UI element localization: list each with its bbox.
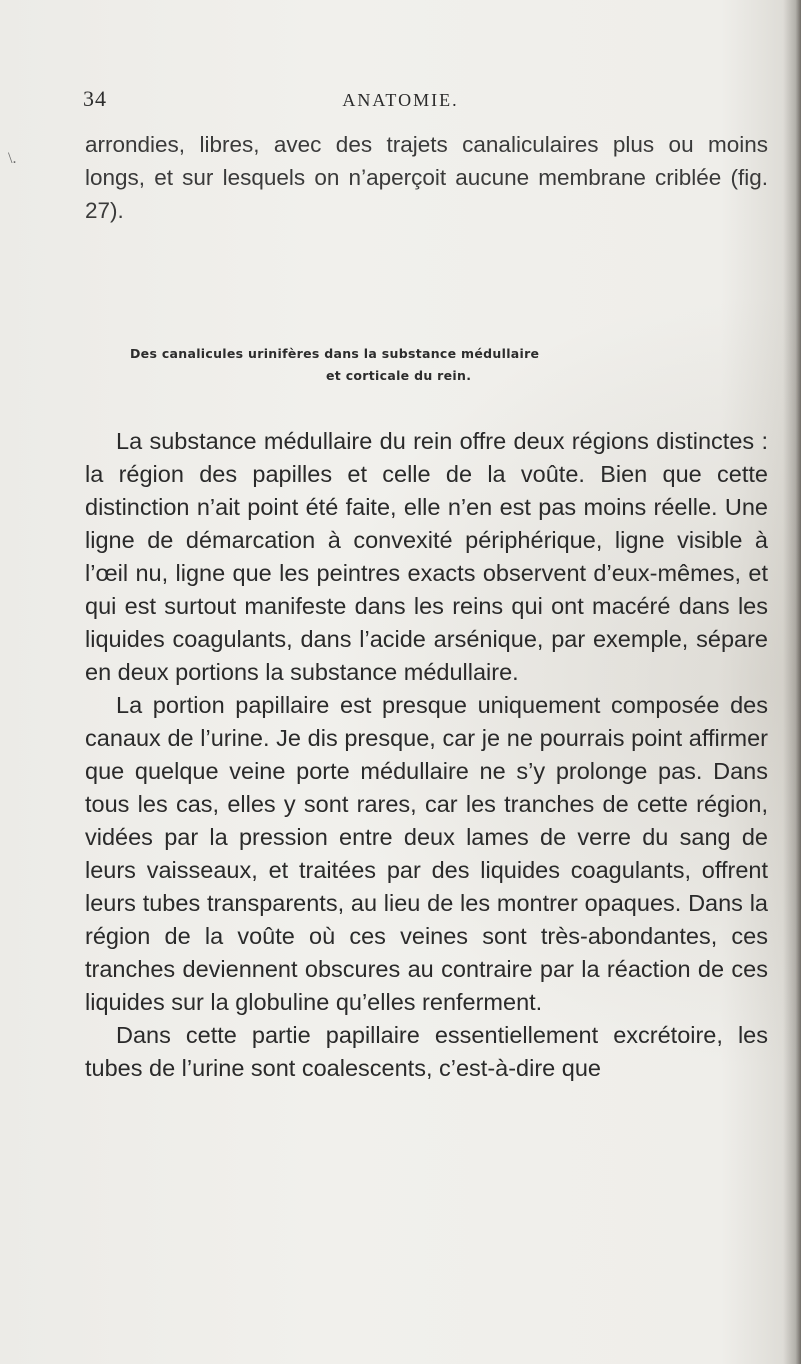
- body-paragraph: Dans cette partie papillaire essentiellement excrétoire, les tubes de l’urine sont coalescents, c’est-à-dire que: [85, 1022, 768, 1081]
- margin-mark: \.: [8, 150, 17, 167]
- body-paragraph: La portion papillaire est presque uniquement composée des canaux de l’urine. Je dis presque, car je ne pourrais point affirmer que quelque veine porte médullaire ne s’y prolonge pas. Dans tous les cas, elles y sont rares, car les tranches de cette région, vidées par la pression entre deux lames de verre du sang de leurs vaisseaux, et traitées par des liquides coagulants, offrent leurs tubes transparents, au lieu de les montrer opaques. Dans la région de la voûte où ces veines sont très-abondantes, ces tranches deviennent obscures au contraire par la réaction de ces liquides sur la globuline qu’elles renferment.: [85, 692, 768, 1015]
- section-heading-line-1: Des canalicules urinifères dans la substance médullaire: [130, 346, 540, 361]
- running-head: ANATOMIE.: [342, 90, 459, 110]
- section-heading: [130, 343, 730, 387]
- page-number: 34: [83, 86, 107, 111]
- page-edge-shadow: [783, 0, 801, 1364]
- section-heading-line-2: et corticale du rein.: [326, 368, 472, 383]
- page-header: [0, 86, 801, 126]
- intro-paragraph-block: [85, 128, 768, 227]
- body-text: [85, 425, 768, 1085]
- body-paragraph: La substance médullaire du rein offre deux régions distinctes : la région des papilles et celle de la voûte. Bien que cette distinction n’ait point été faite, elle n’en est pas moins réelle. Une ligne de démarcation à convexité périphérique, ligne visible à l’œil nu, ligne que les peintres exacts observent d’eux-mêmes, et qui est surtout manifeste dans les reins qui ont macéré dans les liquides coagulants, dans l’acide arsénique, par exemple, sépare en deux portions la substance médullaire.: [85, 428, 768, 685]
- intro-paragraph: arrondies, libres, avec des trajets canaliculaires plus ou moins longs, et sur lesquels on n’aperçoit aucune membrane criblée (fig. 27).: [85, 132, 768, 223]
